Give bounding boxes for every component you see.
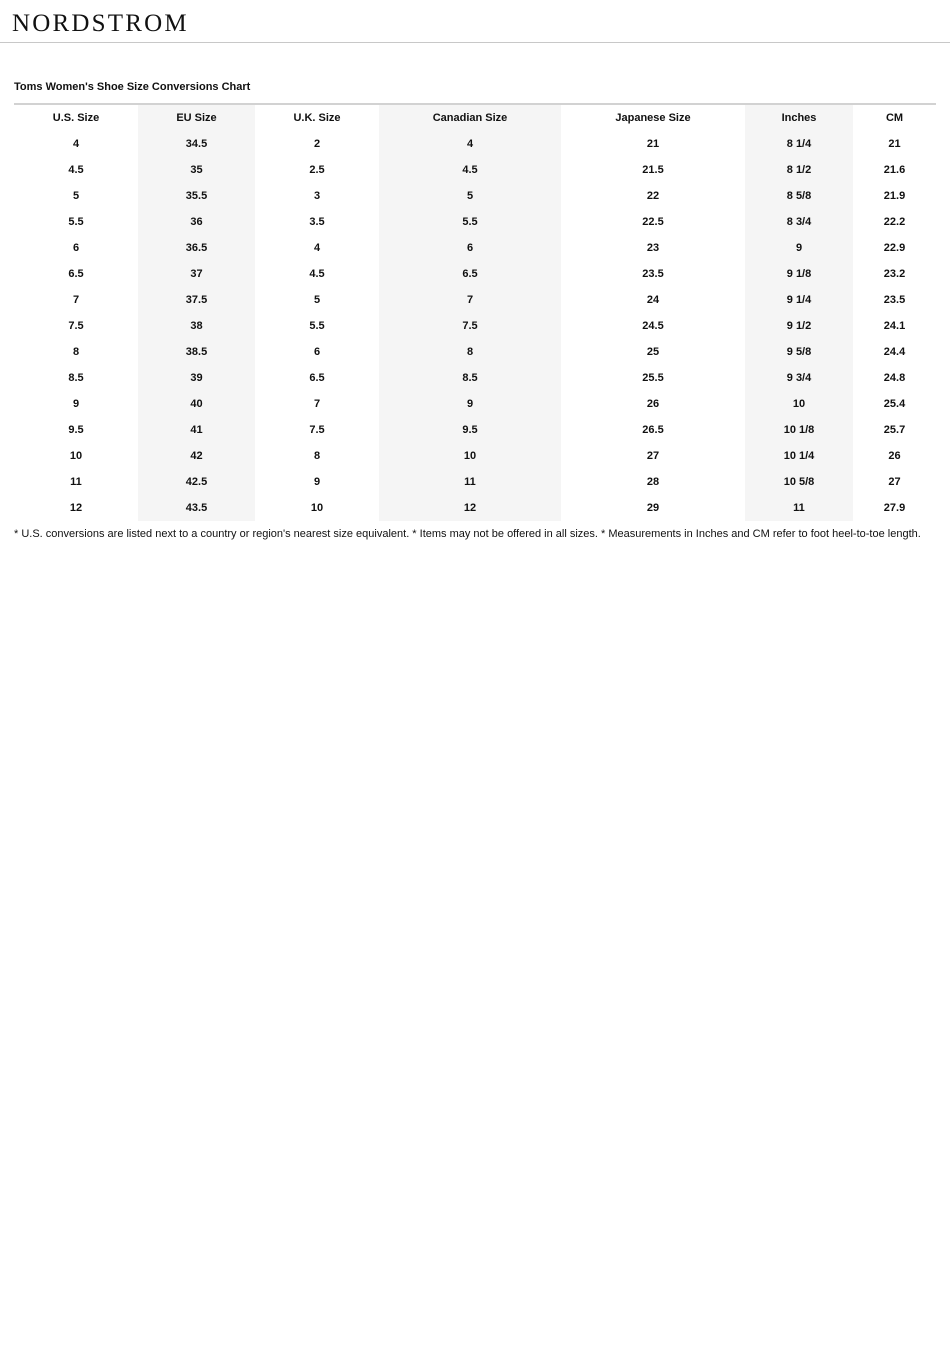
table-cell: 37	[138, 261, 255, 287]
table-cell: 9.5	[379, 417, 561, 443]
table-cell: 22.5	[642, 216, 664, 228]
table-cell: 8 1/4	[745, 131, 853, 157]
table-cell: 6	[72, 242, 80, 254]
table-cell: 7	[379, 287, 561, 313]
table-cell: 11	[70, 476, 82, 488]
column-header: CM	[885, 112, 904, 124]
table-cell: 8.5	[68, 372, 84, 384]
page-title: Toms Women's Shoe Size Conversions Chart	[14, 81, 251, 93]
table-cell: 21.6	[883, 164, 906, 176]
table-cell: 21	[646, 138, 660, 150]
table-row	[14, 131, 936, 157]
table-cell: 5.5	[379, 209, 561, 235]
table-row	[14, 339, 936, 365]
table-cell: 21.5	[642, 164, 664, 176]
table-cell: 2.5	[309, 164, 325, 176]
column-header: EU Size	[138, 104, 255, 131]
table-cell: 5.5	[309, 320, 325, 332]
table-cell: 10	[69, 450, 83, 462]
table-cell: 23.2	[883, 268, 906, 280]
table-cell: 4	[72, 138, 80, 150]
column-header: Canadian Size	[379, 104, 561, 131]
table-cell: 4	[313, 242, 321, 254]
table-cell: 4.5	[309, 268, 325, 280]
table-row	[14, 313, 936, 339]
table-row	[14, 417, 936, 443]
table-cell: 29	[646, 502, 660, 514]
table-cell: 21.9	[883, 190, 906, 202]
table-cell: 10	[379, 443, 561, 469]
table-cell: 9 5/8	[745, 339, 853, 365]
table-cell: 10 1/8	[745, 417, 853, 443]
table-cell: 40	[138, 391, 255, 417]
table-cell: 27	[888, 476, 901, 488]
table-header-row	[14, 104, 936, 131]
site-header	[0, 0, 950, 43]
column-header: Inches	[745, 104, 853, 131]
size-conversion-table	[14, 103, 936, 521]
nordstrom-logo[interactable]: NORDSTROM	[12, 10, 189, 37]
table-cell: 24.8	[883, 372, 906, 384]
table-cell: 5	[72, 190, 80, 202]
table-row	[14, 287, 936, 313]
table-cell: 24.1	[883, 320, 906, 332]
table-cell: 34.5	[138, 131, 255, 157]
table-cell: 26	[646, 398, 660, 410]
table-cell: 25.7	[883, 424, 906, 436]
table-row	[14, 235, 936, 261]
table-row	[14, 183, 936, 209]
table-row	[14, 391, 936, 417]
table-cell: 8	[379, 339, 561, 365]
table-cell: 6	[379, 235, 561, 261]
table-cell: 5.5	[68, 216, 84, 228]
table-cell: 3	[313, 190, 321, 202]
column-header: U.K. Size	[293, 112, 341, 124]
table-cell: 9 1/2	[745, 313, 853, 339]
table-cell: 42	[138, 443, 255, 469]
table-cell: 27.9	[883, 502, 906, 514]
table-cell: 9	[745, 235, 853, 261]
table-cell: 10	[310, 502, 324, 514]
table-cell: 38	[138, 313, 255, 339]
table-cell: 38.5	[138, 339, 255, 365]
table-cell: 8 3/4	[745, 209, 853, 235]
table-row	[14, 365, 936, 391]
table-cell: 23.5	[883, 294, 906, 306]
table-cell: 11	[745, 495, 853, 521]
table-cell: 9	[72, 398, 80, 410]
footnote: * U.S. conversions are listed next to a country or region's nearest size equivalent. * Items may not be offered in all sizes. * Measurements in Inches and CM refer to foot heel-to-toe length.	[14, 528, 921, 540]
table-row	[14, 209, 936, 235]
table-cell: 24.4	[883, 346, 906, 358]
table-cell: 4.5	[68, 164, 84, 176]
table-cell: 9 3/4	[745, 365, 853, 391]
table-cell: 25.4	[883, 398, 906, 410]
table-cell: 22.9	[883, 242, 906, 254]
table-cell: 21	[888, 138, 901, 150]
table-cell: 6	[313, 346, 321, 358]
table-cell: 7	[313, 398, 321, 410]
table-cell: 6.5	[68, 268, 84, 280]
table-cell: 7.5	[309, 424, 325, 436]
table-cell: 35	[138, 157, 255, 183]
column-header: U.S. Size	[52, 112, 100, 124]
table-cell: 24	[646, 294, 660, 306]
table-row	[14, 469, 936, 495]
table-cell: 5	[379, 183, 561, 209]
table-cell: 36.5	[138, 235, 255, 261]
table-cell: 5	[313, 294, 321, 306]
table-cell: 23.5	[642, 268, 664, 280]
table-cell: 26	[888, 450, 901, 462]
table-cell: 22.2	[883, 216, 906, 228]
table-cell: 8 1/2	[745, 157, 853, 183]
table-cell: 8.5	[379, 365, 561, 391]
table-row	[14, 495, 936, 521]
table-cell: 41	[138, 417, 255, 443]
table-body	[14, 131, 936, 521]
table-cell: 25.5	[642, 372, 664, 384]
table-cell: 24.5	[642, 320, 664, 332]
table-cell: 7	[72, 294, 80, 306]
table-cell: 36	[138, 209, 255, 235]
table-row	[14, 443, 936, 469]
table-cell: 7.5	[68, 320, 84, 332]
table-cell: 8	[72, 346, 80, 358]
table-cell: 12	[69, 502, 83, 514]
column-header: Japanese Size	[615, 112, 691, 124]
table-cell: 25	[646, 346, 660, 358]
table-cell: 27	[646, 450, 660, 462]
table-cell: 42.5	[138, 469, 255, 495]
table-row	[14, 261, 936, 287]
table-cell: 11	[379, 469, 561, 495]
table-cell: 22	[646, 190, 660, 202]
table-cell: 35.5	[138, 183, 255, 209]
table-cell: 8 5/8	[745, 183, 853, 209]
table-cell: 10 1/4	[745, 443, 853, 469]
table-cell: 10	[745, 391, 853, 417]
table-cell: 26.5	[642, 424, 664, 436]
table-cell: 4	[379, 131, 561, 157]
table-cell: 39	[138, 365, 255, 391]
table-cell: 37.5	[138, 287, 255, 313]
table-cell: 7.5	[379, 313, 561, 339]
table-cell: 2	[313, 138, 321, 150]
table-cell: 4.5	[379, 157, 561, 183]
table-cell: 10 5/8	[745, 469, 853, 495]
table-cell: 9 1/4	[745, 287, 853, 313]
table-cell: 12	[379, 495, 561, 521]
table-cell: 9	[379, 391, 561, 417]
table-cell: 9	[313, 476, 321, 488]
table-cell: 3.5	[309, 216, 325, 228]
table-cell: 9.5	[68, 424, 84, 436]
table-cell: 8	[313, 450, 321, 462]
table-cell: 28	[646, 476, 660, 488]
table-cell: 43.5	[138, 495, 255, 521]
table-row	[14, 157, 936, 183]
table-cell: 6.5	[309, 372, 325, 384]
table-cell: 23	[646, 242, 660, 254]
table-cell: 9 1/8	[745, 261, 853, 287]
table-cell: 6.5	[379, 261, 561, 287]
